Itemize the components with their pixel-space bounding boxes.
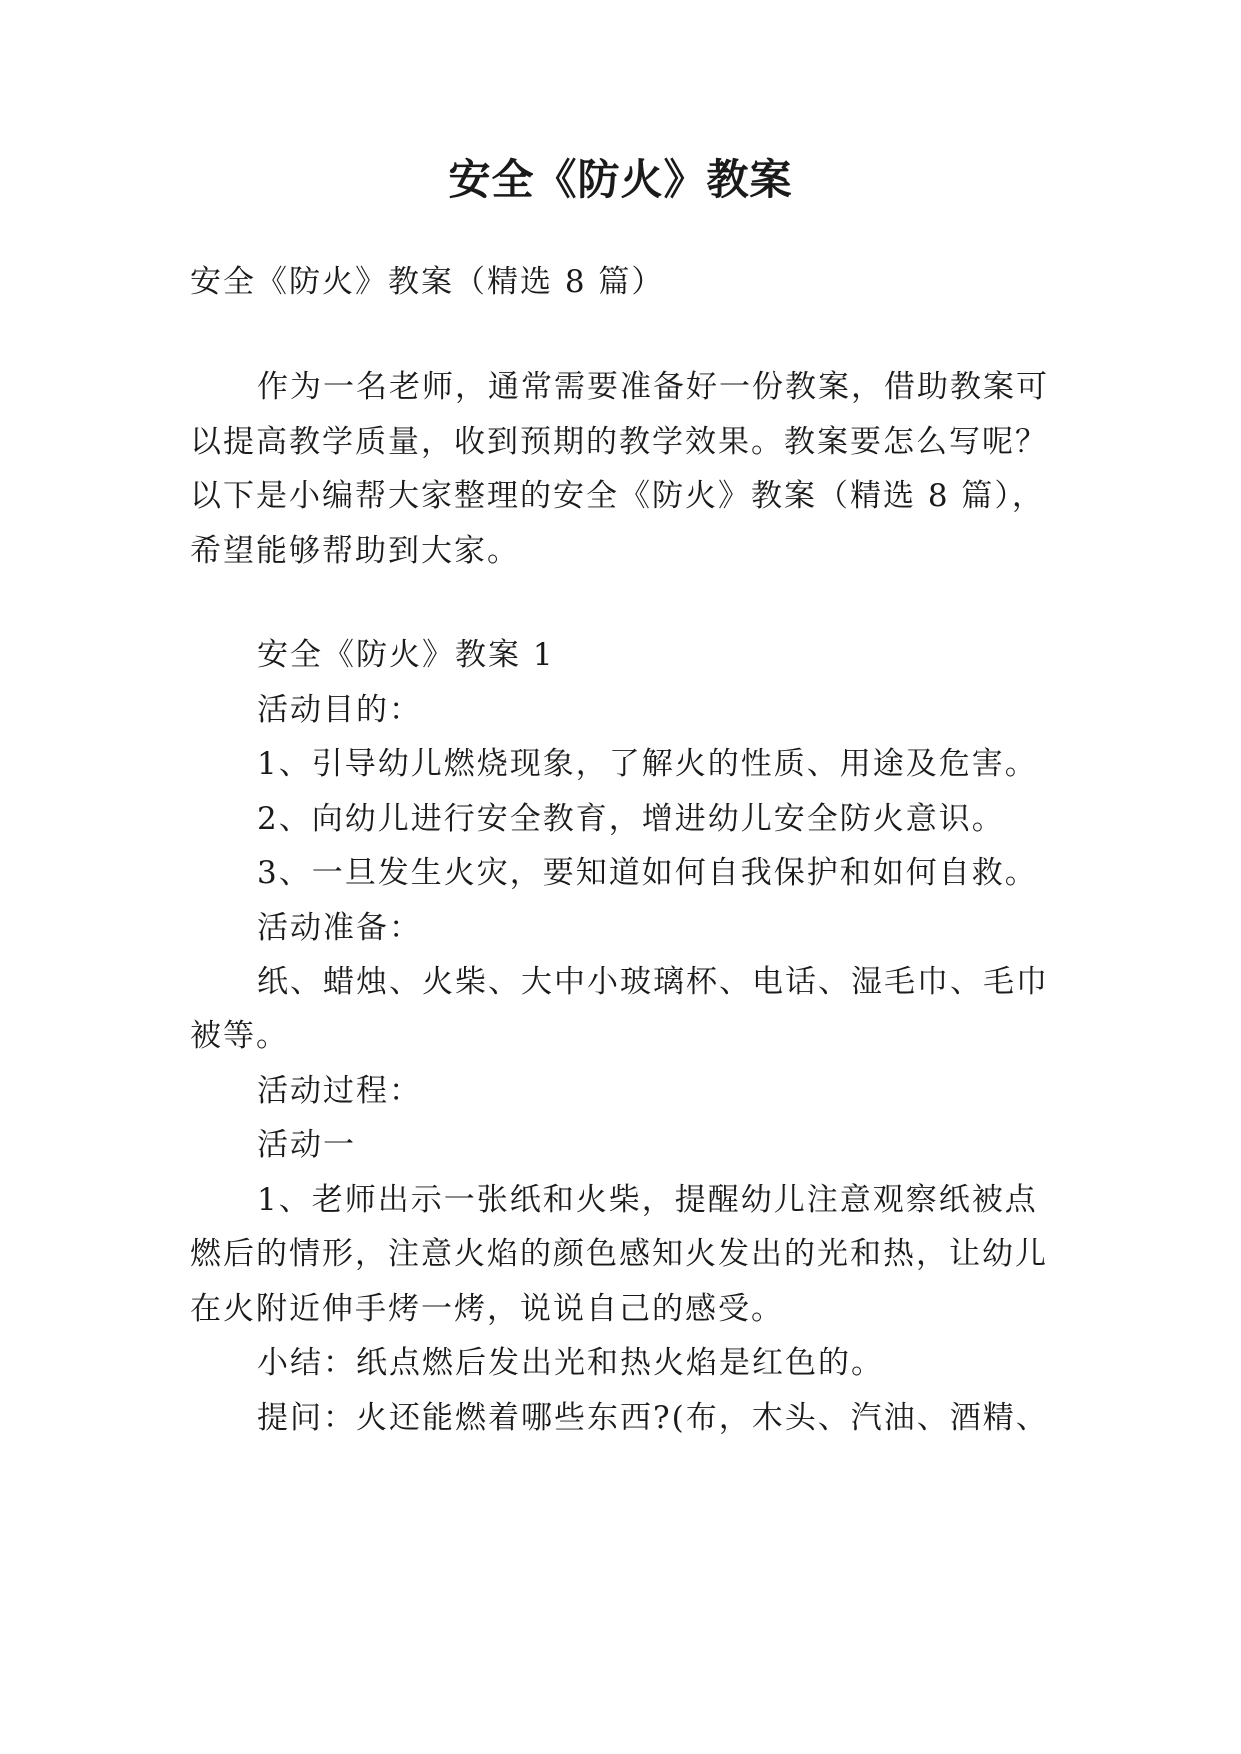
document-subtitle: 安全《防火》教案（精选 8 篇） (190, 264, 665, 300)
summary-line: 小结：纸点燃后发出光和热火焰是红色的。 (257, 1345, 884, 1381)
document-title: 安全《防火》教案 (448, 155, 793, 204)
question-line: 提问：火还能燃着哪些东西?(布，木头、汽油、酒精、 (257, 1400, 1049, 1436)
intro-line: 以下是小编帮大家整理的安全《防火》教案（精选 8 篇）， (190, 478, 1045, 514)
goal-item: 2、向幼儿进行安全教育，增进幼儿安全防火意识。 (257, 801, 1005, 837)
step-line: 燃后的情形，注意火焰的颜色感知火发出的光和热，让幼儿 (190, 1236, 1048, 1272)
prep-line: 被等。 (190, 1018, 289, 1054)
prep-line: 纸、蜡烛、火柴、大中小玻璃杯、电话、湿毛巾、毛巾 (257, 964, 1049, 1000)
step-line: 1、老师出示一张纸和火柴，提醒幼儿注意观察纸被点 (257, 1182, 1038, 1218)
section-title: 安全《防火》教案 1 (257, 637, 555, 673)
goal-item: 1、引导幼儿燃烧现象，了解火的性质、用途及危害。 (257, 746, 1038, 782)
process-heading: 活动过程： (257, 1073, 422, 1109)
intro-line: 作为一名老师，通常需要准备好一份教案，借助教案可 (257, 369, 1049, 405)
goal-item: 3、一旦发生火灾，要知道如何自我保护和如何自救。 (257, 855, 1038, 891)
intro-line: 希望能够帮助到大家。 (190, 533, 520, 569)
activity-heading: 活动一 (257, 1127, 356, 1163)
intro-line: 以提高教学质量，收到预期的教学效果。教案要怎么写呢？ (190, 424, 1048, 460)
step-line: 在火附近伸手烤一烤，说说自己的感受。 (190, 1291, 784, 1327)
prep-heading: 活动准备： (257, 910, 422, 946)
goal-heading: 活动目的： (257, 692, 422, 728)
